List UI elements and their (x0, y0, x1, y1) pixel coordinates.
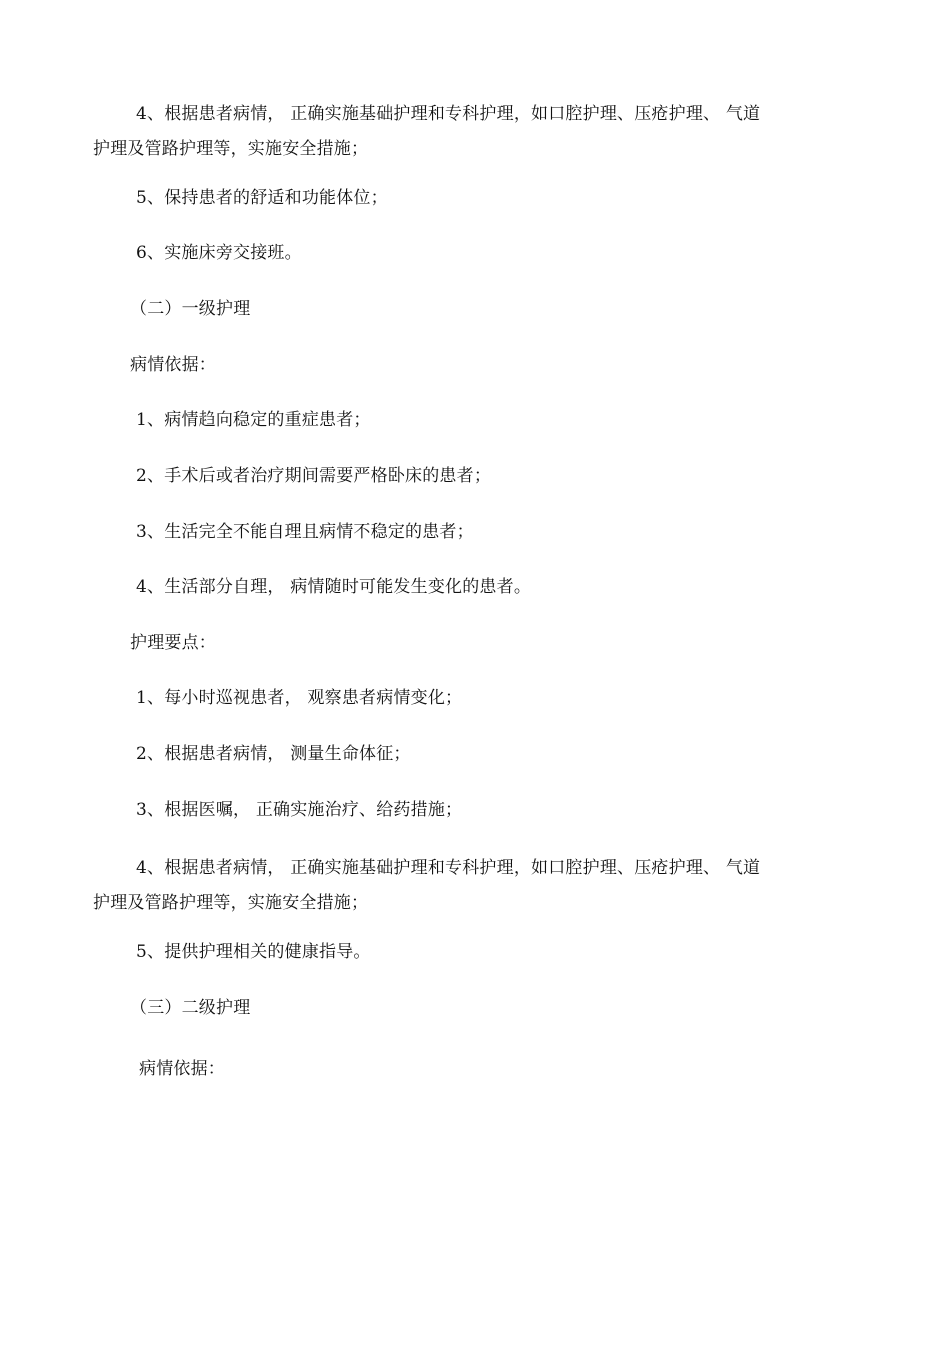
list-item: 3、生活完全不能自理且病情不稳定的患者； (136, 522, 474, 542)
list-item: 4、生活部分自理， 病情随时可能发生变化的患者。 (136, 577, 532, 597)
list-item: 3、根据医嘱， 正确实施治疗、给药措施； (136, 800, 463, 820)
list-item: 1、每小时巡视患者， 观察患者病情变化； (136, 688, 463, 708)
subheading: 病情依据： (130, 355, 216, 375)
list-item: 2、手术后或者治疗期间需要严格卧床的患者； (136, 466, 492, 486)
subheading: 护理要点： (130, 633, 216, 653)
paragraph-line: 护理及管路护理等，实施安全措施； (93, 893, 369, 913)
paragraph-line: 护理及管路护理等，实施安全措施； (93, 139, 369, 159)
list-item: 2、根据患者病情， 测量生命体征； (136, 744, 411, 764)
subheading: 病情依据： (139, 1059, 225, 1079)
list-item: 5、提供护理相关的健康指导。 (136, 942, 371, 962)
section-heading: （二）一级护理 (130, 299, 251, 319)
section-heading: （三）二级护理 (130, 998, 251, 1018)
list-item: 6、实施床旁交接班。 (136, 243, 302, 263)
list-item: 1、病情趋向稳定的重症患者； (136, 410, 371, 430)
paragraph-line: 4、根据患者病情， 正确实施基础护理和专科护理，如口腔护理、压疮护理、 气道 (136, 858, 761, 878)
paragraph-line: 4、根据患者病情， 正确实施基础护理和专科护理，如口腔护理、压疮护理、 气道 (136, 104, 761, 124)
list-item: 5、保持患者的舒适和功能体位； (136, 188, 388, 208)
